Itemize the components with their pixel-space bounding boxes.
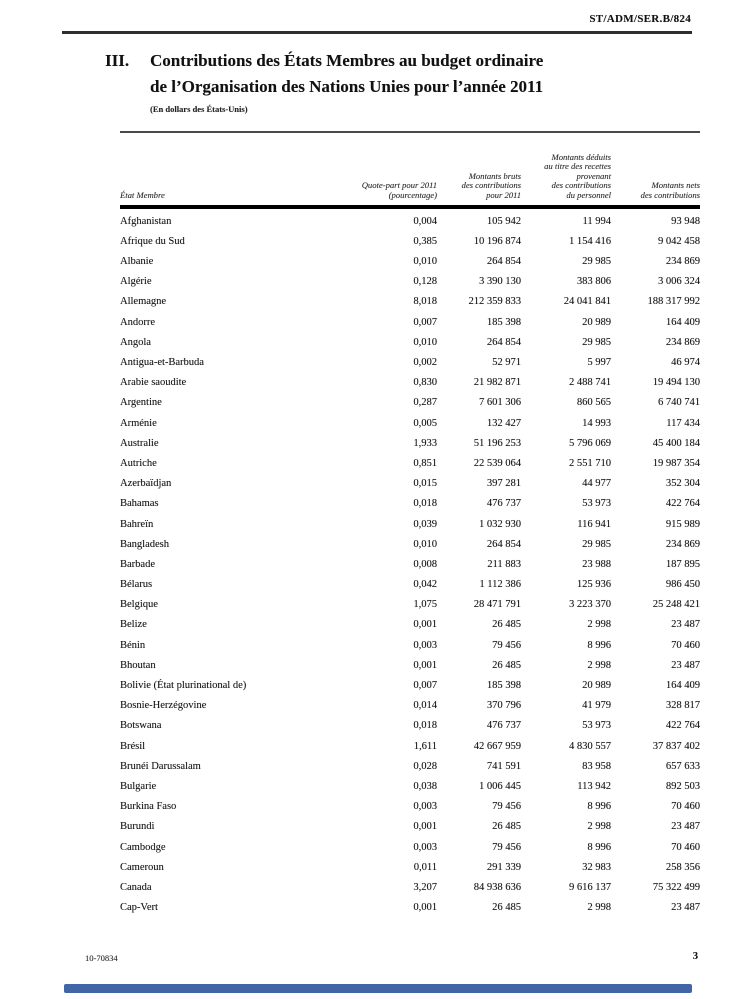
amount-cell: 0,830 — [413, 377, 437, 389]
title-block — [105, 48, 665, 114]
amount-cell: 2 488 741 — [569, 377, 611, 389]
amount-cell: 11 994 — [582, 215, 611, 227]
amount-cell: 0,010 — [413, 256, 437, 268]
column-header-quote-part: Quote-part pour 2011 (pourcentage) — [361, 180, 437, 200]
amount-cell: 0,039 — [413, 518, 437, 530]
amount-cell: 5 997 — [587, 357, 611, 368]
member-state-cell: Bulgarie — [120, 780, 157, 792]
amount-cell: 22 539 064 — [473, 457, 521, 469]
table-row — [120, 371, 700, 391]
amount-cell: 79 456 — [492, 841, 521, 853]
amount-cell: 2 551 710 — [569, 457, 611, 469]
amount-cell: 0,011 — [413, 861, 437, 873]
table-body — [120, 210, 700, 917]
amount-cell: 657 633 — [665, 760, 700, 772]
amount-cell: 164 409 — [665, 680, 700, 691]
member-state-cell: Brunéi Darussalam — [120, 760, 201, 772]
amount-cell: 1,933 — [413, 437, 437, 449]
page-title-line-2: de l’Organisation des Nations Unies pour l’année 2011 — [150, 77, 544, 96]
column-header-etat-membre: État Membre — [120, 189, 165, 200]
member-state-cell: Allemagne — [120, 296, 167, 308]
member-state-cell: Bangladesh — [120, 538, 169, 550]
table-header-rule — [120, 205, 700, 209]
amount-cell: 422 764 — [665, 720, 700, 732]
member-state-cell: Albanie — [120, 256, 154, 268]
amount-cell: 46 974 — [671, 357, 700, 368]
amount-cell: 75 322 499 — [652, 881, 700, 893]
amount-cell: 211 883 — [487, 558, 521, 570]
member-state-cell: Barbade — [120, 558, 155, 570]
amount-cell: 79 456 — [492, 801, 521, 813]
document-symbol: ST/ADM/SER.B/824 — [589, 13, 691, 25]
header-rule — [62, 31, 692, 34]
table-row — [120, 573, 700, 593]
amount-cell: 51 196 253 — [473, 437, 521, 449]
title-text — [150, 48, 665, 114]
amount-cell: 70 460 — [671, 639, 700, 651]
table-row — [120, 755, 700, 775]
amount-cell: 383 806 — [576, 276, 611, 288]
amount-cell: 1 032 930 — [479, 518, 521, 530]
member-state-cell: Algérie — [120, 276, 152, 288]
table-row — [120, 230, 700, 250]
amount-cell: 32 983 — [582, 861, 611, 873]
amount-cell: 0,007 — [413, 680, 437, 691]
amount-cell: 0,287 — [413, 397, 437, 409]
amount-cell: 0,028 — [413, 760, 437, 772]
amount-cell: 8,018 — [413, 296, 437, 308]
amount-cell: 21 982 871 — [473, 377, 521, 389]
member-state-cell: Afghanistan — [120, 215, 172, 227]
amount-cell: 986 450 — [665, 579, 700, 591]
amount-cell: 352 304 — [665, 478, 700, 490]
amount-cell: 42 667 959 — [473, 740, 521, 752]
table-row — [120, 815, 700, 835]
amount-cell: 105 942 — [486, 215, 521, 227]
amount-cell: 28 471 791 — [473, 599, 521, 611]
amount-cell: 79 456 — [492, 639, 521, 651]
amount-cell: 84 938 636 — [473, 881, 521, 893]
bottom-bar — [64, 984, 692, 993]
amount-cell: 741 591 — [486, 760, 521, 772]
table-row — [120, 633, 700, 653]
table-row — [120, 613, 700, 633]
table-row — [120, 795, 700, 815]
amount-cell: 0,018 — [413, 720, 437, 732]
amount-cell: 234 869 — [665, 538, 700, 550]
member-state-cell: Antigua-et-Barbuda — [120, 357, 204, 368]
amount-cell: 2 998 — [587, 619, 611, 631]
amount-cell: 0,015 — [413, 478, 437, 490]
member-state-cell: Cameroun — [120, 861, 164, 873]
member-state-cell: Canada — [120, 881, 152, 893]
member-state-cell: Australie — [120, 437, 159, 449]
amount-cell: 0,003 — [413, 801, 437, 813]
amount-cell: 23 988 — [582, 558, 611, 570]
member-state-cell: Arabie saoudite — [120, 377, 187, 389]
table-row — [120, 533, 700, 553]
amount-cell: 23 487 — [671, 821, 700, 833]
member-state-cell: Brésil — [120, 740, 146, 752]
amount-cell: 70 460 — [671, 801, 700, 813]
amount-cell: 20 989 — [582, 680, 611, 691]
currency-note: (En dollars des États-Unis) — [150, 104, 248, 114]
member-state-cell: Autriche — [120, 457, 157, 469]
amount-cell: 0,001 — [413, 821, 437, 833]
amount-cell: 1 154 416 — [569, 235, 611, 247]
table-row — [120, 593, 700, 613]
amount-cell: 125 936 — [576, 579, 611, 591]
amount-cell: 9 616 137 — [569, 881, 611, 893]
member-state-cell: Azerbaïdjan — [120, 478, 172, 490]
amount-cell: 37 837 402 — [652, 740, 700, 752]
amount-cell: 23 487 — [671, 659, 700, 671]
amount-cell: 0,385 — [413, 235, 437, 247]
amount-cell: 860 565 — [576, 397, 611, 409]
amount-cell: 164 409 — [665, 316, 700, 328]
member-state-cell: Cap-Vert — [120, 902, 158, 914]
amount-cell: 83 958 — [582, 760, 611, 772]
amount-cell: 0,005 — [413, 417, 437, 429]
member-state-cell: Bélarus — [120, 579, 153, 591]
amount-cell: 45 400 184 — [652, 437, 700, 449]
amount-cell: 0,851 — [413, 457, 437, 469]
table-row — [120, 472, 700, 492]
amount-cell: 44 977 — [582, 478, 611, 490]
amount-cell: 23 487 — [671, 902, 700, 914]
amount-cell: 3,207 — [413, 881, 437, 893]
table-header-row — [120, 133, 700, 205]
page-number: 3 — [692, 951, 698, 962]
amount-cell: 234 869 — [665, 336, 700, 348]
amount-cell: 29 985 — [582, 336, 611, 348]
table-row — [120, 391, 700, 411]
amount-cell: 7 601 306 — [479, 397, 521, 409]
table-row — [120, 674, 700, 694]
amount-cell: 892 503 — [665, 780, 700, 792]
amount-cell: 0,003 — [413, 639, 437, 651]
amount-cell: 8 996 — [587, 639, 611, 651]
amount-cell: 52 971 — [492, 357, 521, 368]
amount-cell: 26 485 — [492, 659, 521, 671]
table-row — [120, 512, 700, 532]
amount-cell: 234 869 — [665, 256, 700, 268]
amount-cell: 0,001 — [413, 902, 437, 914]
amount-cell: 26 485 — [492, 902, 521, 914]
table-row — [120, 734, 700, 754]
amount-cell: 264 854 — [486, 336, 521, 348]
amount-cell: 2 998 — [587, 902, 611, 914]
contributions-table — [120, 131, 700, 916]
amount-cell: 53 973 — [582, 498, 611, 510]
amount-cell: 187 895 — [665, 558, 700, 570]
amount-cell: 476 737 — [486, 498, 521, 510]
amount-cell: 0,003 — [413, 841, 437, 853]
table-row — [120, 714, 700, 734]
table-row — [120, 310, 700, 330]
amount-cell: 185 398 — [486, 680, 521, 691]
amount-cell: 397 281 — [486, 478, 521, 490]
amount-cell: 0,014 — [413, 700, 437, 712]
member-state-cell: Andorre — [120, 316, 155, 328]
column-header-montants-bruts: Montants bruts des contributions pour 2011 — [461, 170, 521, 200]
member-state-cell: Bosnie-Herzégovine — [120, 700, 207, 712]
amount-cell: 422 764 — [665, 498, 700, 510]
amount-cell: 0,038 — [413, 780, 437, 792]
amount-cell: 0,004 — [413, 215, 437, 227]
table-row — [120, 331, 700, 351]
member-state-cell: Belgique — [120, 599, 158, 611]
amount-cell: 4 830 557 — [569, 740, 611, 752]
amount-cell: 116 941 — [577, 518, 611, 530]
amount-cell: 212 359 833 — [468, 296, 521, 308]
table-row — [120, 896, 700, 916]
amount-cell: 0,007 — [413, 316, 437, 328]
table-row — [120, 492, 700, 512]
amount-cell: 328 817 — [665, 700, 700, 712]
member-state-cell: Belize — [120, 619, 147, 631]
amount-cell: 29 985 — [582, 256, 611, 268]
table-row — [120, 432, 700, 452]
document-number: 10-70834 — [85, 953, 118, 963]
amount-cell: 113 942 — [577, 780, 611, 792]
amount-cell: 2 998 — [587, 821, 611, 833]
amount-cell: 476 737 — [486, 720, 521, 732]
member-state-cell: Arménie — [120, 417, 157, 429]
member-state-cell: Cambodge — [120, 841, 166, 853]
amount-cell: 10 196 874 — [473, 235, 521, 247]
amount-cell: 3 223 370 — [569, 599, 611, 611]
table-row — [120, 835, 700, 855]
table-row — [120, 250, 700, 270]
amount-cell: 0,001 — [413, 619, 437, 631]
amount-cell: 0,042 — [413, 579, 437, 591]
table-row — [120, 694, 700, 714]
amount-cell: 117 434 — [666, 417, 700, 429]
amount-cell: 264 854 — [486, 256, 521, 268]
member-state-cell: Argentine — [120, 397, 162, 409]
page-title-line-1: Contributions des États Membres au budget ordinaire — [150, 51, 544, 70]
amount-cell: 8 996 — [587, 801, 611, 813]
member-state-cell: Bahamas — [120, 498, 159, 510]
amount-cell: 2 998 — [587, 659, 611, 671]
member-state-cell: Bénin — [120, 639, 146, 651]
amount-cell: 19 987 354 — [652, 457, 700, 469]
member-state-cell: Burundi — [120, 821, 155, 833]
amount-cell: 0,001 — [413, 659, 437, 671]
amount-cell: 370 796 — [486, 700, 521, 712]
amount-cell: 1 112 386 — [479, 579, 521, 591]
amount-cell: 132 427 — [486, 417, 521, 429]
amount-cell: 188 317 992 — [647, 296, 700, 308]
amount-cell: 0,010 — [413, 336, 437, 348]
amount-cell: 0,018 — [413, 498, 437, 510]
amount-cell: 185 398 — [486, 316, 521, 328]
amount-cell: 53 973 — [582, 720, 611, 732]
amount-cell: 0,010 — [413, 538, 437, 550]
section-numeral: III. — [105, 51, 130, 70]
amount-cell: 264 854 — [486, 538, 521, 550]
table-row — [120, 775, 700, 795]
amount-cell: 26 485 — [492, 619, 521, 631]
amount-cell: 3 390 130 — [479, 276, 521, 288]
amount-cell: 291 339 — [486, 861, 521, 873]
amount-cell: 24 041 841 — [563, 296, 611, 308]
table-row — [120, 270, 700, 290]
amount-cell: 26 485 — [492, 821, 521, 833]
amount-cell: 29 985 — [582, 538, 611, 550]
amount-cell: 93 948 — [671, 215, 700, 227]
member-state-cell: Burkina Faso — [120, 801, 177, 813]
column-header-montants-deduits: Montants déduits au titre des recettes provenant des contributions du personnel — [544, 151, 611, 200]
amount-cell: 8 996 — [587, 841, 611, 853]
amount-cell: 0,002 — [413, 357, 437, 368]
amount-cell: 1,075 — [413, 599, 437, 611]
amount-cell: 1 006 445 — [479, 780, 521, 792]
member-state-cell: Afrique du Sud — [120, 235, 185, 247]
amount-cell: 25 248 421 — [652, 599, 700, 611]
column-header-montants-nets: Montants nets des contributions — [640, 180, 700, 200]
table-row — [120, 210, 700, 230]
member-state-cell: Botswana — [120, 720, 162, 732]
amount-cell: 6 740 741 — [658, 397, 700, 409]
amount-cell: 3 006 324 — [658, 276, 700, 288]
amount-cell: 0,008 — [413, 558, 437, 570]
table-row — [120, 856, 700, 876]
table-row — [120, 411, 700, 431]
amount-cell: 23 487 — [671, 619, 700, 631]
amount-cell: 70 460 — [671, 841, 700, 853]
amount-cell: 20 989 — [582, 316, 611, 328]
amount-cell: 14 993 — [582, 417, 611, 429]
table-row — [120, 876, 700, 896]
amount-cell: 258 356 — [665, 861, 700, 873]
amount-cell: 0,128 — [413, 276, 437, 288]
amount-cell: 41 979 — [582, 700, 611, 712]
amount-cell: 5 796 069 — [569, 437, 611, 449]
amount-cell: 1,611 — [413, 740, 437, 752]
member-state-cell: Bahreïn — [120, 518, 154, 530]
table-row — [120, 553, 700, 573]
amount-cell: 9 042 458 — [658, 235, 700, 247]
member-state-cell: Bolivie (État plurinational de) — [120, 680, 247, 691]
table-row — [120, 351, 700, 371]
table-row — [120, 452, 700, 472]
table-row — [120, 654, 700, 674]
amount-cell: 915 989 — [665, 518, 700, 530]
member-state-cell: Angola — [120, 336, 151, 348]
member-state-cell: Bhoutan — [120, 659, 156, 671]
amount-cell: 19 494 130 — [652, 377, 700, 389]
table-row — [120, 290, 700, 310]
